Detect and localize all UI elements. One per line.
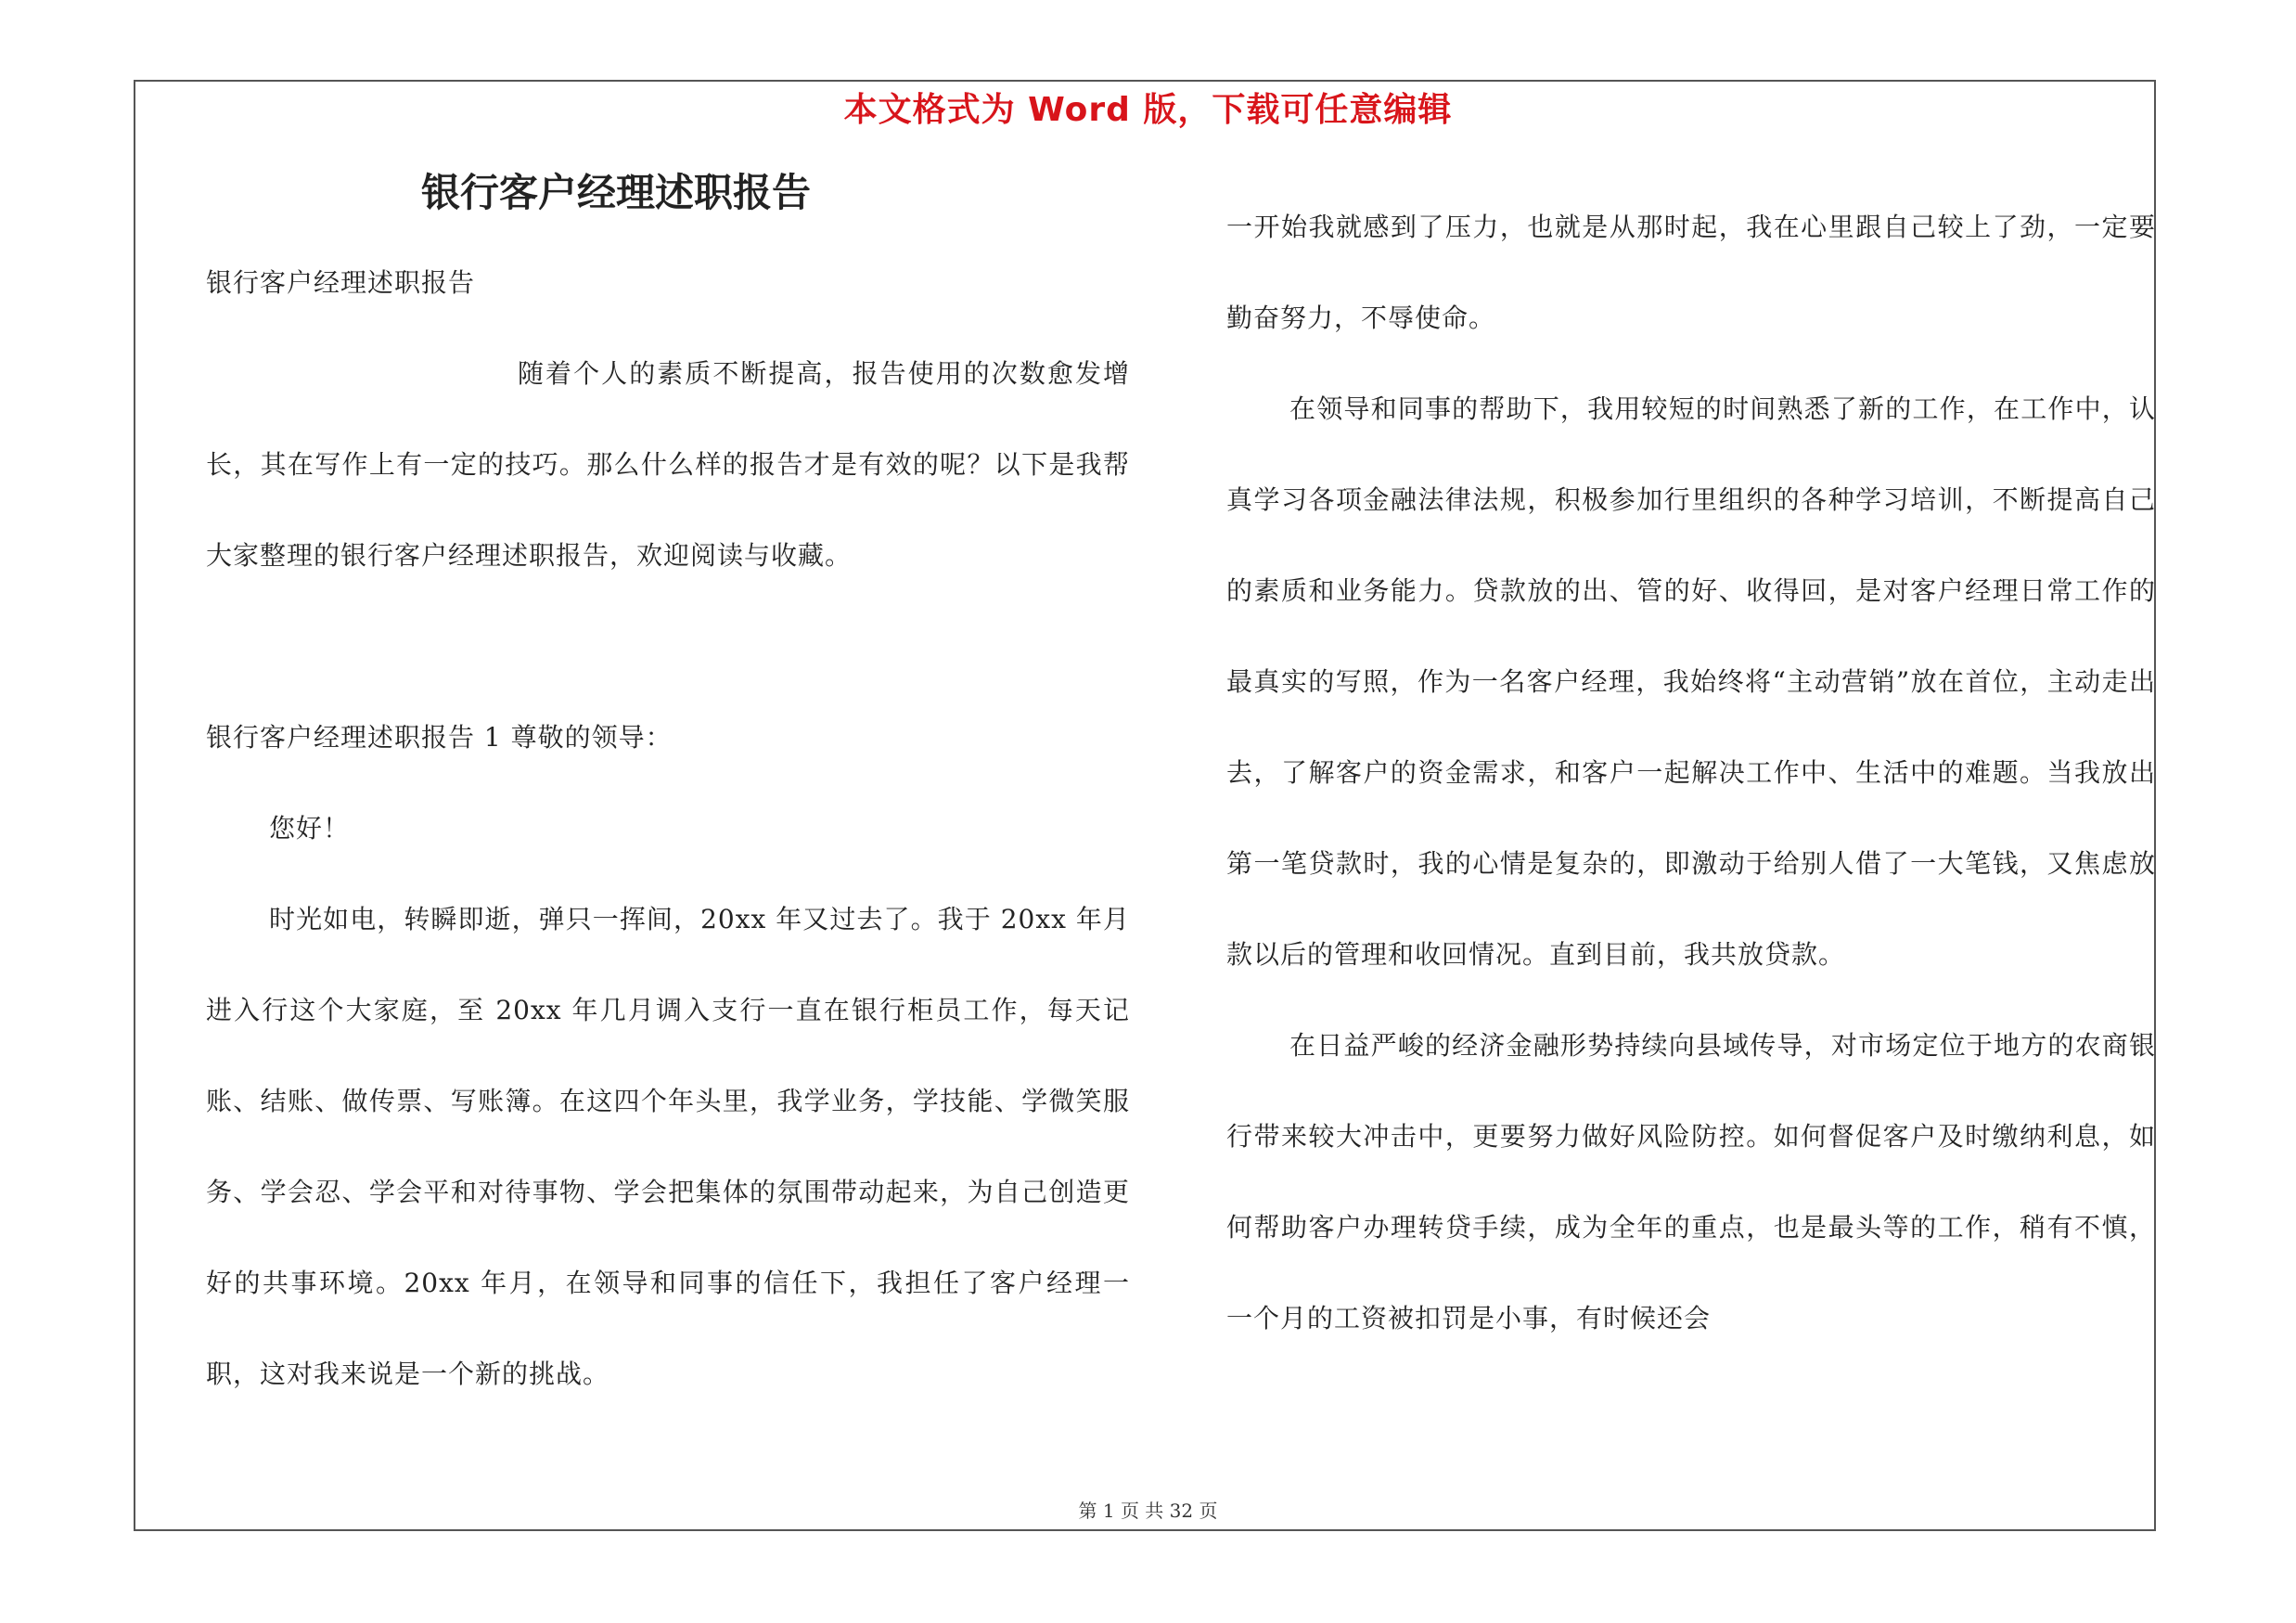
intro-paragraph: 随着个人的素质不断提高，报告使用的次数愈发增长，其在写作上有一定的技巧。那么什么样的报告才是有效的呢？以下是我帮大家整理的银行客户经理述职报告，欢迎阅读与收藏。 bbox=[206, 358, 1130, 571]
body-paragraph-2: 在领导和同事的帮助下，我用较短的时间熟悉了新的工作，在工作中，认真学习各项金融法律法规，积极参加行里组织的各种学习培训，不断提高自己的素质和业务能力。贷款放的出、管的好、收得回，是对客户经理日常工作的最真实的写照，作为一名客户经理，我始终将“主动营销”放在首位，主动走出去，了解客户的资金需求，和客户一起解决工作中、生活中的难题。当我放出第一笔贷款时，我的心情是复杂的，即激动于给别人借了一大笔钱，又焦虑放款以后的管理和收回情况。直到目前，我共放贷款。 bbox=[1226, 393, 2156, 970]
left-column bbox=[206, 148, 1130, 1420]
greeting: 您好！ bbox=[269, 813, 351, 844]
body-paragraph-1: 时光如电，转瞬即逝，弹只一挥间，20xx 年又过去了。我于 20xx 年月进入行这个大家庭，至 20xx 年几月调入支行一直在银行柜员工作，每天记账、结账、做传票、写账簿。在这四个年头里，我学业务，学技能、学微笑服务、学会忍、学会平和对待事物、学会把集体的氛围带动起来，为自己创造更好的共事环境。20xx 年月，在领导和同事的信任下，我担任了客户经理一职，这对我来说是一个新的挑战。 bbox=[206, 904, 1130, 1389]
document-title: 银行客户经理述职报告 bbox=[421, 170, 812, 215]
blank-line bbox=[206, 601, 1130, 692]
body-paragraph-3: 在日益严峻的经济金融形势持续向县域传导，对市场定位于地方的农商银行带来较大冲击中，更要努力做好风险防控。如何督促客户及时缴纳利息，如何帮助客户办理转贷手续，成为全年的重点，也是最头等的工作，稍有不慎，一个月的工资被扣罚是小事，有时候还会 bbox=[1226, 1030, 2156, 1333]
right-column bbox=[1226, 182, 2156, 1364]
page-number: 第 1 页 共 32 页 bbox=[1078, 1500, 1218, 1522]
document-subtitle: 银行客户经理述职报告 bbox=[206, 267, 476, 298]
section-heading: 银行客户经理述职报告 1 尊敬的领导： bbox=[206, 722, 673, 753]
continuation-paragraph: 一开始我就感到了压力，也就是从那时起，我在心里跟自己较上了劲，一定要勤奋努力，不辱使命。 bbox=[1226, 212, 2156, 333]
format-banner: 本文格式为 Word 版，下载可任意编辑 bbox=[843, 91, 1453, 129]
